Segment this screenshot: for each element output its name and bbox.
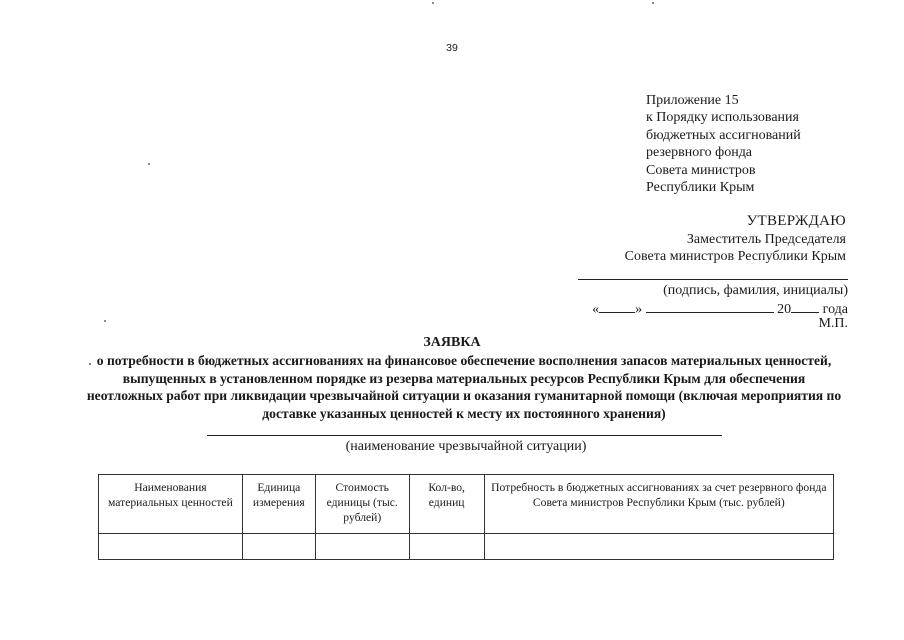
column-header-unit-cost: Стоимость единицы (тыс. рублей) bbox=[315, 475, 409, 534]
approval-title: УТВЕРЖДАЮ bbox=[746, 213, 846, 229]
column-header-quantity: Кол-во, единиц bbox=[409, 475, 484, 534]
signature-line bbox=[578, 279, 848, 280]
scan-speck bbox=[652, 2, 654, 4]
appendix-line: бюджетных ассигнований bbox=[646, 127, 801, 143]
table-cell bbox=[315, 534, 409, 560]
year-suffix: года bbox=[822, 302, 848, 317]
appendix-line: к Порядку использования bbox=[646, 110, 799, 126]
appendix-block bbox=[646, 92, 801, 196]
request-table bbox=[98, 474, 834, 560]
table-cell bbox=[99, 534, 243, 560]
emergency-name-line bbox=[207, 435, 722, 436]
page-number: 39 bbox=[446, 42, 458, 54]
column-header-funding-need: Потребность в бюджетных ассигнованиях за счет резервного фонда Совета министров Республики Крым (тыс. рублей) bbox=[484, 475, 833, 534]
scan-speck bbox=[432, 2, 434, 4]
approval-position-line: Заместитель Председателя bbox=[686, 231, 846, 247]
stamp-label: М.П. bbox=[818, 316, 848, 331]
date-open-quote: « bbox=[592, 302, 600, 317]
appendix-line: Приложение 15 bbox=[646, 93, 739, 108]
table-cell bbox=[409, 534, 484, 560]
emergency-name-caption: (наименование чрезвычайной ситуации) bbox=[345, 439, 587, 454]
scan-speck bbox=[148, 163, 150, 165]
document-subtitle: о потребности в бюджетных ассигнованиях на финансовое обеспечение восполнения запасов материальных ценностей, выпущенных в установленном порядке из резерва материальных ресурсов Республики Крым для обеспечения неотложных работ при ликвидации чрезвычайной ситуации и оказания гуманитарной помощи (включая мероприятия по доставке указанных ценностей к месту их постоянного хранения) bbox=[86, 353, 842, 421]
column-header-materials: Наименования материальных ценностей bbox=[99, 475, 243, 534]
approval-position-line: Совета министров Республики Крым bbox=[624, 249, 846, 264]
appendix-line: Республики Крым bbox=[646, 180, 755, 196]
table-header-row bbox=[99, 475, 834, 534]
day-blank bbox=[599, 300, 635, 313]
year-prefix: 20 bbox=[777, 302, 792, 317]
approval-block bbox=[625, 213, 846, 266]
month-blank bbox=[646, 300, 774, 313]
table-row bbox=[99, 534, 834, 560]
signature-caption: (подпись, фамилия, инициалы) bbox=[663, 283, 848, 298]
table-cell bbox=[242, 534, 315, 560]
table-cell bbox=[484, 534, 833, 560]
scan-speck bbox=[104, 320, 106, 322]
document-title: ЗАЯВКА bbox=[423, 335, 481, 350]
appendix-line: Совета министров bbox=[646, 162, 756, 178]
approval-date-line bbox=[592, 300, 848, 318]
scan-speck bbox=[89, 363, 91, 365]
date-close-quote: » bbox=[635, 302, 643, 317]
year-blank bbox=[791, 300, 819, 313]
column-header-unit: Единица измерения bbox=[242, 475, 315, 534]
appendix-line: резервного фонда bbox=[646, 145, 753, 161]
